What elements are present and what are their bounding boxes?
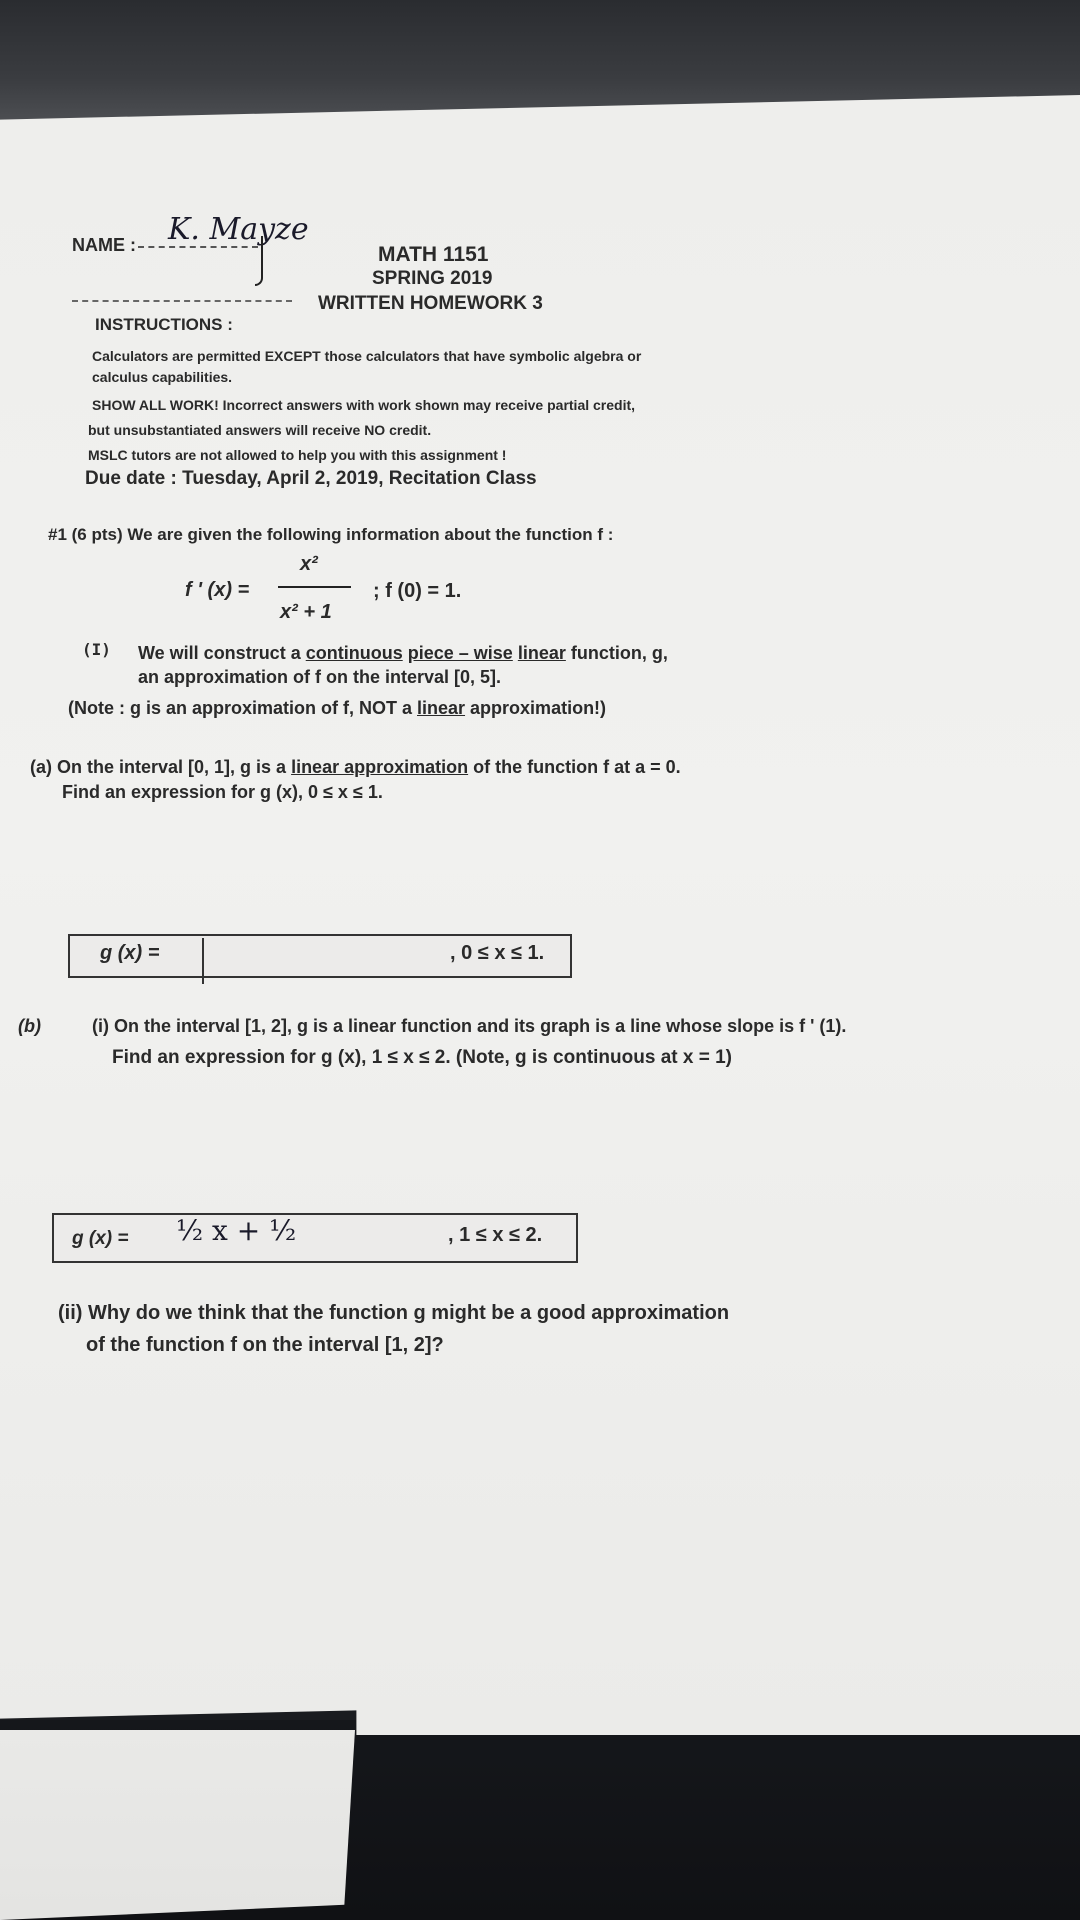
course-title: MATH 1151 [378, 243, 489, 266]
answer-box-b-lhs: g (x) = [72, 1228, 129, 1249]
derivative-lhs: f ' (x) = [185, 579, 250, 601]
underlined-term: piece – wise [407, 643, 513, 663]
assignment-title: WRITTEN HOMEWORK 3 [318, 293, 543, 314]
handwritten-answer: ½ x + ½ [176, 1214, 297, 1247]
part-b-ii-line-2: of the function f on the interval [1, 2]? [86, 1334, 444, 1356]
answer-box-a-divider [202, 938, 204, 984]
part-a-line-2: Find an expression for g (x), 0 ≤ x ≤ 1. [62, 782, 383, 802]
answer-box-a-domain: , 0 ≤ x ≤ 1. [450, 942, 545, 964]
fraction-bar [278, 586, 351, 588]
instruction-line: Calculators are permitted EXCEPT those calculators that have symbolic algebra or [92, 348, 642, 364]
underlined-term: linear approximation [291, 757, 469, 777]
fraction-numerator: x² [300, 553, 318, 575]
due-date: Due date : Tuesday, April 2, 2019, Recitation Class [85, 468, 537, 489]
answer-box-b-domain: , 1 ≤ x ≤ 2. [448, 1224, 543, 1246]
instruction-line: SHOW ALL WORK! Incorrect answers with work shown may receive partial credit, [92, 397, 636, 413]
underlined-term: linear [417, 698, 466, 718]
part-b-line-1: (i) On the interval [1, 2], g is a linear function and its graph is a line whose slope is f ' (1). [92, 1016, 847, 1036]
part-b-line-2: Find an expression for g (x), 1 ≤ x ≤ 2. (Note, g is continuous at x = 1) [112, 1047, 732, 1068]
instruction-line: but unsubstantiated answers will receive NO credit. [88, 422, 432, 438]
fraction-denominator: x² + 1 [280, 601, 332, 623]
part-b-ii-line-1: (ii) Why do we think that the function g might be a good approximation [58, 1302, 730, 1324]
instruction-line: calculus capabilities. [92, 369, 233, 385]
handwritten-signature: K. Mayze [168, 212, 309, 247]
part-b-label: (b) [18, 1016, 41, 1036]
part-I-note [68, 698, 606, 719]
term: SPRING 2019 [372, 268, 493, 289]
homework-sheet [0, 95, 1080, 1735]
instructions-heading: INSTRUCTIONS : [95, 315, 233, 334]
part-I-text: We will construct a [138, 643, 306, 663]
underlying-sheet [0, 1730, 355, 1920]
header-dashed-rule [72, 300, 292, 302]
part-a-text: (a) On the interval [0, 1], g is a [30, 757, 292, 777]
note-text: approximation!) [465, 698, 607, 718]
note-text: (Note : g is an approximation of f, NOT a [68, 698, 418, 718]
instruction-line: MSLC tutors are not allowed to help you with this assignment ! [88, 447, 507, 463]
problem-1-heading: #1 (6 pts) We are given the following information about the function f : [48, 525, 614, 544]
initial-condition: ; f (0) = 1. [373, 580, 462, 602]
signature-stroke [255, 236, 263, 286]
name-label: NAME : [72, 235, 136, 255]
answer-box-a-lhs: g (x) = [100, 942, 160, 964]
part-I-label: (I) [82, 640, 111, 659]
part-I-line-1 [138, 643, 668, 664]
underlined-term: continuous [305, 643, 403, 663]
part-a-text: of the function f at a = 0. [468, 757, 681, 777]
part-a-line-1 [30, 757, 681, 778]
underlined-term: linear [517, 643, 566, 663]
part-I-line-2: an approximation of f on the interval [0, 5]. [138, 667, 502, 687]
part-I-text: function, g, [565, 643, 668, 663]
